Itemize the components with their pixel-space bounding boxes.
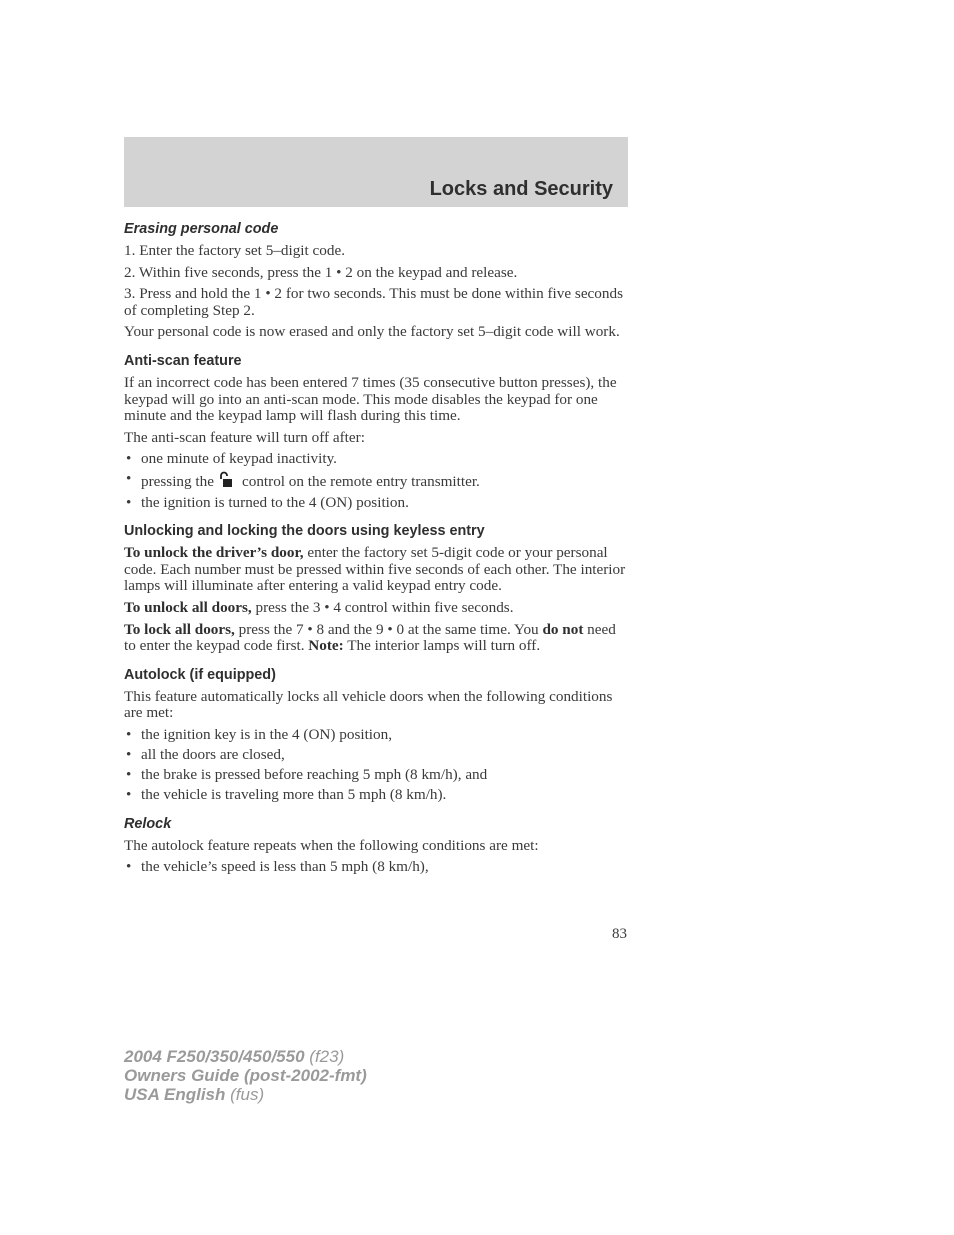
list-item-text: the vehicle’s speed is less than 5 mph (8 km/h), bbox=[141, 858, 429, 876]
keyless-unlock-all bbox=[124, 600, 630, 617]
keyless-lock-all bbox=[124, 622, 630, 655]
erasing-result: Your personal code is now erased and only the factory set 5–digit code will work. bbox=[124, 323, 620, 341]
list-item-text: the vehicle is traveling more than 5 mph (8 km/h). bbox=[141, 786, 447, 804]
bullet-dot: • bbox=[126, 766, 132, 784]
list-item-text: the ignition key is in the 4 (ON) position, bbox=[141, 725, 392, 743]
body-text: press the 7 • 8 and the 9 • 0 at the same time. You bbox=[234, 620, 543, 638]
footer-model: 2004 F250/350/450/550 bbox=[124, 1047, 305, 1066]
footer-model-code: (f23) bbox=[304, 1047, 345, 1066]
bullet-dot: • bbox=[126, 786, 132, 804]
list-item-text: the ignition is turned to the 4 (ON) position. bbox=[141, 493, 409, 511]
bold-emphasis: do not bbox=[542, 620, 584, 638]
keyless-unlock-driver bbox=[124, 545, 630, 595]
list-item bbox=[124, 747, 630, 764]
antiscan-list bbox=[124, 451, 630, 511]
bullet-dot: • bbox=[126, 745, 132, 763]
list-item bbox=[124, 859, 630, 876]
list-item bbox=[124, 787, 630, 804]
list-item bbox=[124, 495, 630, 512]
footer-line-model bbox=[124, 1047, 367, 1066]
footer-line-language bbox=[124, 1085, 367, 1104]
bold-lead: To lock all doors, bbox=[124, 620, 235, 638]
erasing-step-3: 3. Press and hold the 1 • 2 for two seconds. This must be done within five seconds of completing Step 2. bbox=[124, 285, 623, 319]
bold-lead: To unlock the driver’s door, bbox=[124, 544, 304, 562]
section-header-band bbox=[124, 137, 628, 207]
heading-keyless-entry: Unlocking and locking the doors using keyless entry bbox=[124, 523, 485, 540]
list-item-text: one minute of keypad inactivity. bbox=[141, 450, 337, 468]
footer-language: USA English bbox=[124, 1085, 226, 1104]
heading-relock: Relock bbox=[124, 815, 172, 832]
bullet-dot: • bbox=[126, 858, 132, 876]
relock-list bbox=[124, 859, 630, 876]
body-text: The interior lamps will turn off. bbox=[343, 637, 541, 655]
list-item bbox=[124, 727, 630, 744]
note-label: Note: bbox=[308, 637, 344, 655]
erasing-step-1: 1. Enter the factory set 5–digit code. bbox=[124, 242, 345, 259]
antiscan-intro: The anti-scan feature will turn off after: bbox=[124, 428, 365, 446]
relock-body: The autolock feature repeats when the following conditions are met: bbox=[124, 836, 539, 854]
list-item-text: all the doors are closed, bbox=[141, 745, 285, 763]
footer-line-guide: Owners Guide (post-2002-fmt) bbox=[124, 1066, 367, 1085]
bullet-dot: • bbox=[126, 725, 132, 743]
list-item-text: control on the remote entry transmitter. bbox=[241, 473, 480, 491]
heading-erasing-personal-code: Erasing personal code bbox=[124, 221, 279, 237]
bullet-dot: • bbox=[126, 450, 132, 468]
autolock-list bbox=[124, 727, 630, 804]
body-text: need to enter the keypad code first. bbox=[124, 620, 616, 655]
body-text: press the 3 • 4 control within five seconds. bbox=[251, 598, 514, 616]
bullet-dot: • bbox=[126, 470, 132, 488]
autolock-body: This feature automatically locks all vehicle doors when the following conditions are met: bbox=[124, 687, 613, 722]
unlock-icon bbox=[218, 471, 234, 488]
antiscan-body: If an incorrect code has been entered 7 times (35 consecutive button presses), the keypad will go into an anti-scan mode. This mode disables the keypad for one minute and the keypad lamp will flash during this time. bbox=[124, 373, 617, 425]
body-text: enter the factory set 5-digit code or your personal code. Each number must be pressed within five seconds of each other. The interior lamps will illuminate after entering a valid keypad entry code. bbox=[124, 544, 626, 595]
erasing-step-2: 2. Within five seconds, press the 1 • 2 on the keypad and release. bbox=[124, 263, 518, 281]
list-item-text: pressing the bbox=[141, 473, 214, 491]
page-number: 83 bbox=[612, 926, 627, 942]
list-item bbox=[124, 471, 630, 491]
bold-lead: To unlock all doors, bbox=[124, 598, 252, 616]
heading-autolock: Autolock (if equipped) bbox=[124, 666, 276, 683]
section-title: Locks and Security bbox=[429, 178, 613, 200]
bullet-dot: • bbox=[126, 493, 132, 511]
page-content bbox=[124, 220, 630, 881]
list-item bbox=[124, 767, 630, 784]
footer-language-code: (fus) bbox=[225, 1085, 265, 1104]
list-item-text: the brake is pressed before reaching 5 mph (8 km/h), and bbox=[141, 766, 488, 784]
document-footer bbox=[124, 1047, 367, 1104]
list-item bbox=[124, 451, 630, 468]
heading-anti-scan: Anti-scan feature bbox=[124, 352, 242, 369]
